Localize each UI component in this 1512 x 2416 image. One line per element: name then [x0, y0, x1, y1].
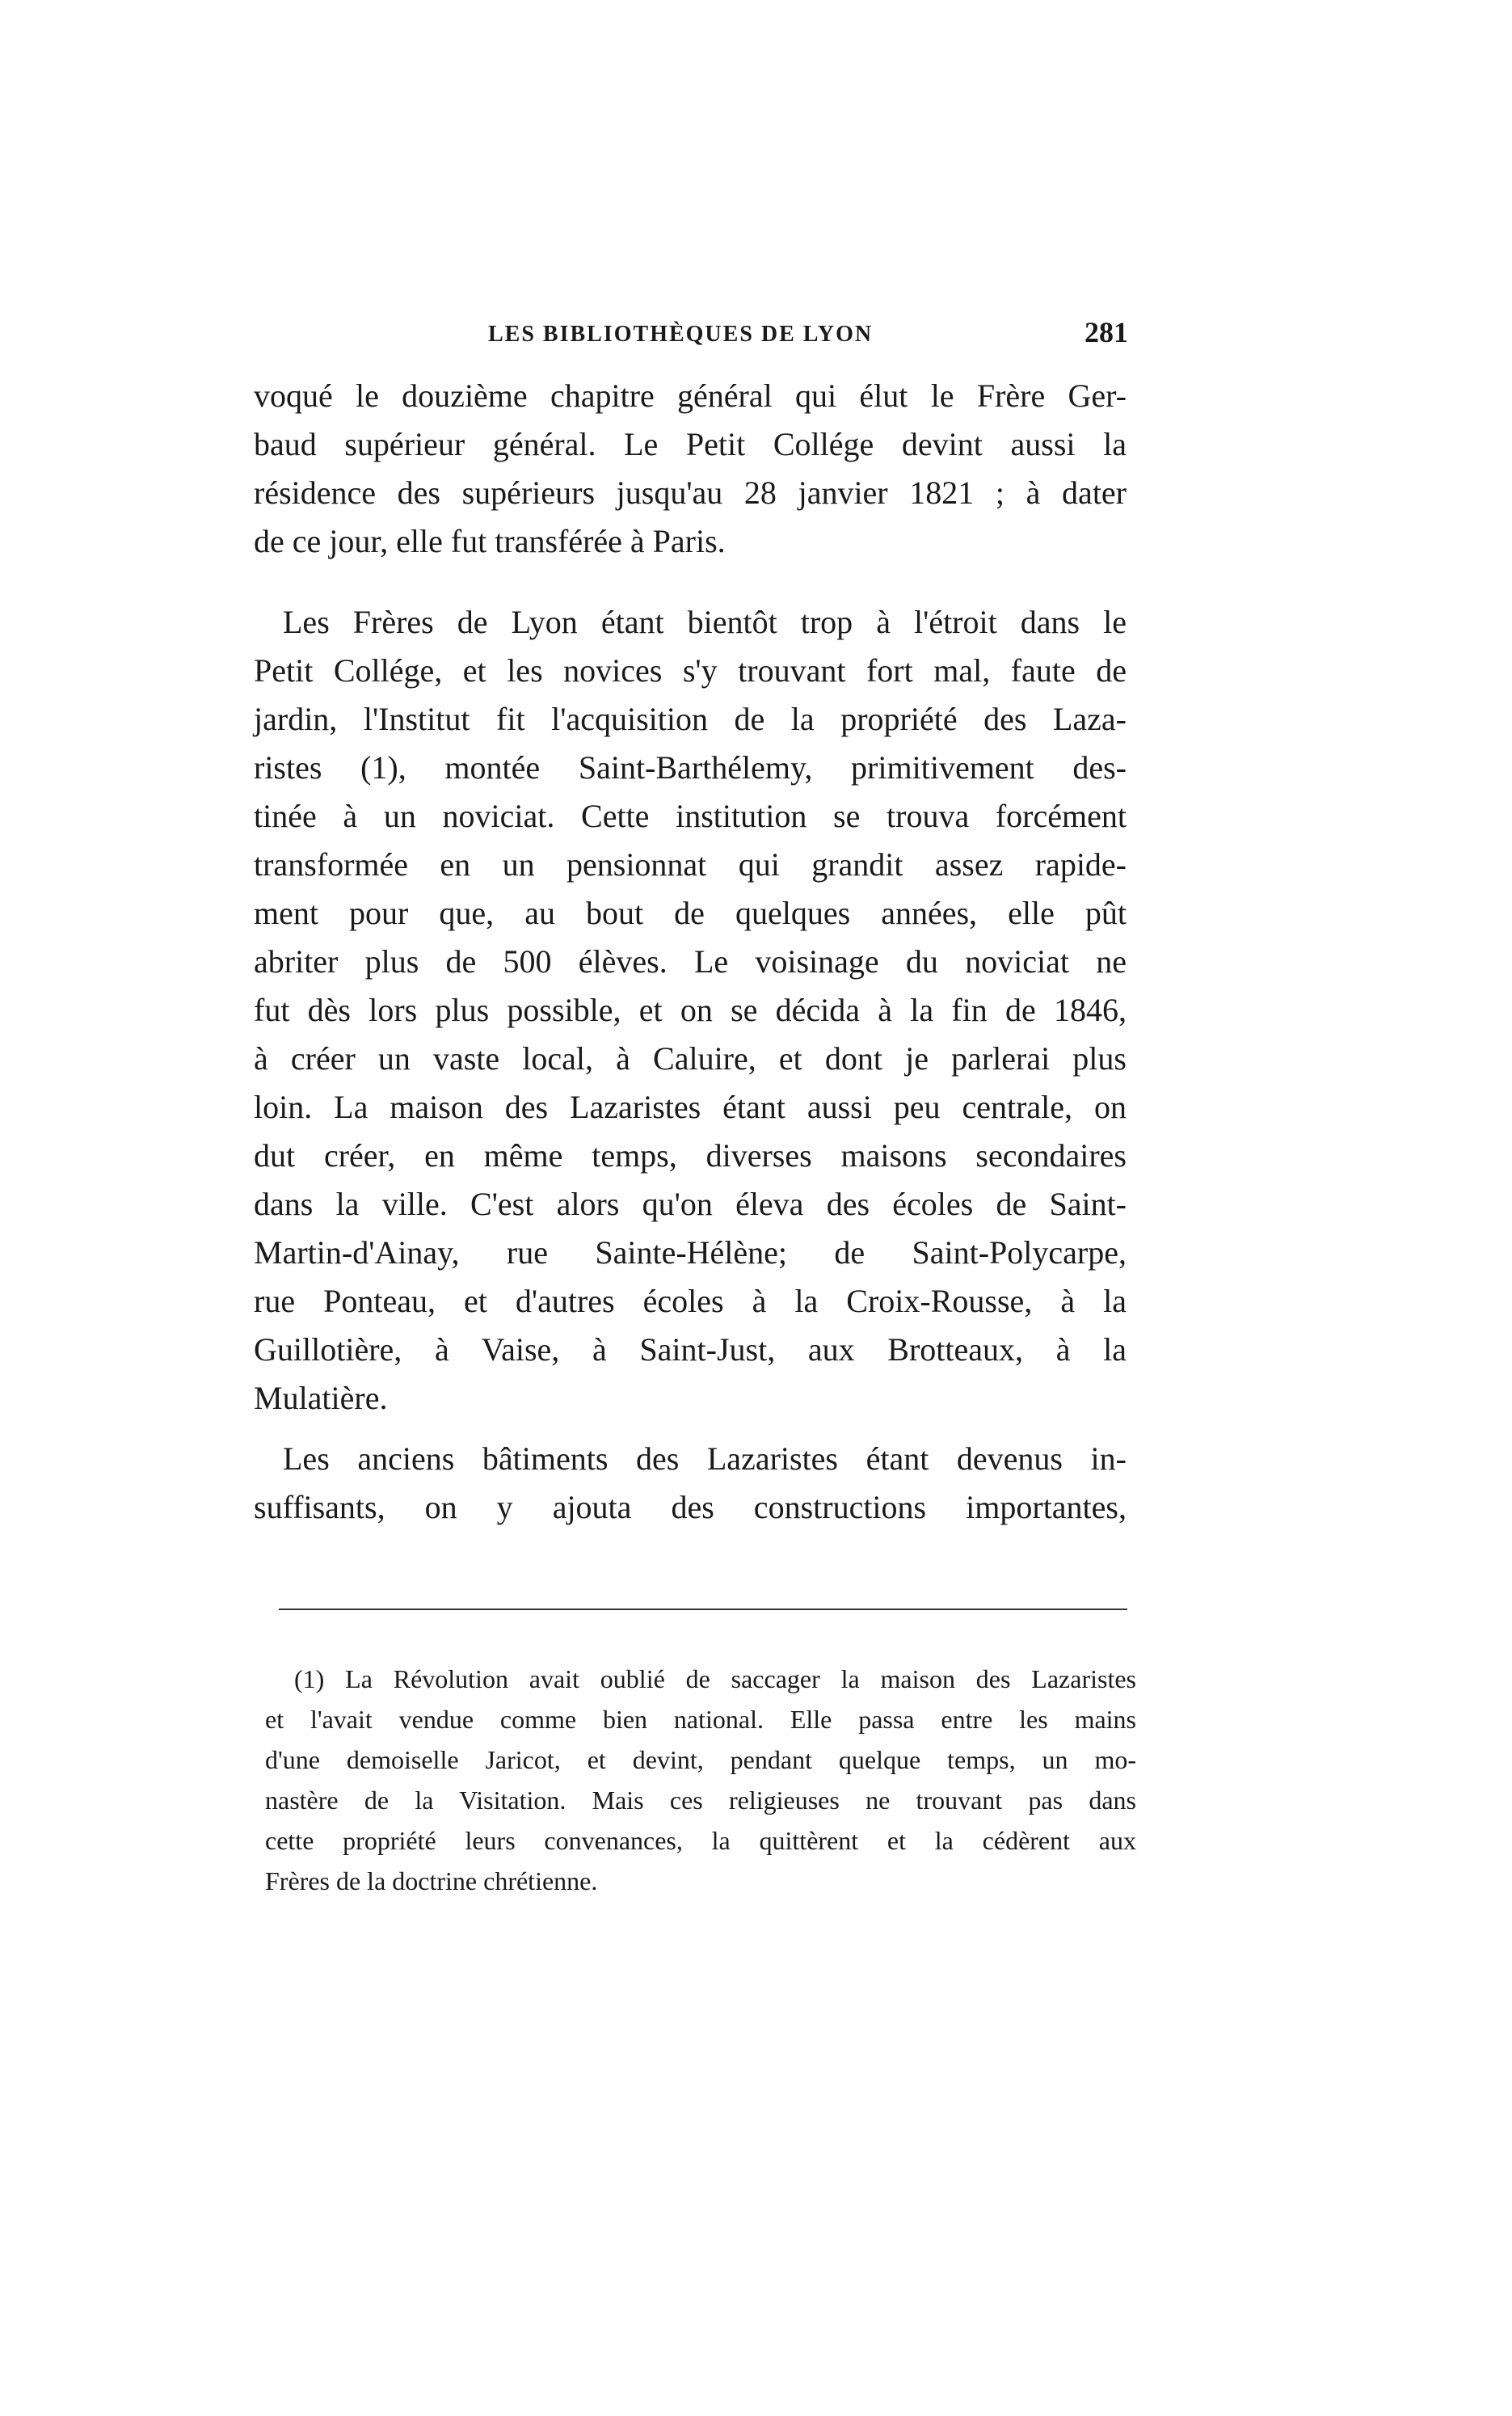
- footnote: [265, 1659, 1136, 1901]
- text-line: dut créer, en même temps, diverses maisons secondaires: [254, 1137, 1127, 1174]
- text-line: voqué le douzième chapitre général qui élut le Frère Ger-: [254, 377, 1127, 414]
- text-line: fut dès lors plus possible, et on se décida à la fin de 1846,: [254, 992, 1127, 1028]
- text-line: à créer un vaste local, à Caluire, et dont je parlerai plus: [254, 1040, 1127, 1077]
- paragraph-3: [254, 1435, 1127, 1532]
- text-line: rue Ponteau, et d'autres écoles à la Croix-Rousse, à la: [254, 1283, 1127, 1319]
- text-line: Les anciens bâtiments des Lazaristes étant devenus in-: [283, 1440, 1127, 1477]
- text-line: baud supérieur général. Le Petit Collége devint aussi la: [254, 426, 1127, 462]
- text-line: Les Frères de Lyon étant bientôt trop à l'étroit dans le: [283, 604, 1127, 640]
- footnote-line: Frères de la doctrine chrétienne.: [265, 1866, 598, 1895]
- paragraph-2: [254, 598, 1127, 1423]
- footnote-line: nastère de la Visitation. Mais ces religieuses ne trouvant pas dans: [265, 1786, 1136, 1815]
- text-line: ment pour que, au bout de quelques années, elle pût: [254, 895, 1127, 931]
- text-line: Petit Collége, et les novices s'y trouvant fort mal, faute de: [254, 652, 1127, 689]
- text-line: suffisants, on y ajouta des constructions importantes,: [254, 1489, 1127, 1525]
- footnote-line: cette propriété leurs convenances, la quittèrent et la cédèrent aux: [265, 1826, 1136, 1855]
- text-line: Martin-d'Ainay, rue Sainte-Hélène; de Saint-Polycarpe,: [254, 1234, 1127, 1271]
- footnote-divider: [279, 1609, 1127, 1610]
- footnote-line: d'une demoiselle Jaricot, et devint, pendant quelque temps, un mo-: [265, 1745, 1136, 1774]
- text-line: jardin, l'Institut fit l'acquisition de la propriété des Laza-: [254, 701, 1127, 737]
- text-line: dans la ville. C'est alors qu'on éleva des écoles de Saint-: [254, 1186, 1127, 1222]
- running-title: LES BIBLIOTHÈQUES DE LYON: [488, 322, 874, 347]
- text-line: résidence des supérieurs jusqu'au 28 janvier 1821 ; à dater: [254, 474, 1127, 511]
- footnote-line: (1) La Révolution avait oublié de saccager la maison des Lazaristes: [294, 1664, 1136, 1693]
- text-line: Guillotière, à Vaise, à Saint-Just, aux Brotteaux, à la: [254, 1331, 1127, 1368]
- text-line: loin. La maison des Lazaristes étant aussi peu centrale, on: [254, 1089, 1127, 1125]
- text-line: tinée à un noviciat. Cette institution se trouva forcément: [254, 798, 1127, 834]
- text-line: abriter plus de 500 élèves. Le voisinage du noviciat ne: [254, 943, 1127, 980]
- footnote-line: et l'avait vendue comme bien national. Elle passa entre les mains: [265, 1705, 1136, 1734]
- text-line: Mulatière.: [254, 1380, 388, 1416]
- page-header: [254, 315, 1151, 356]
- paragraph-1: [254, 372, 1127, 566]
- text-line: ristes (1), montée Saint-Barthélemy, primitivement des-: [254, 749, 1127, 786]
- text-line: de ce jour, elle fut transférée à Paris.: [254, 523, 726, 559]
- text-line: transformée en un pensionnat qui grandit assez rapide-: [254, 846, 1127, 883]
- page-number: 281: [1085, 316, 1128, 348]
